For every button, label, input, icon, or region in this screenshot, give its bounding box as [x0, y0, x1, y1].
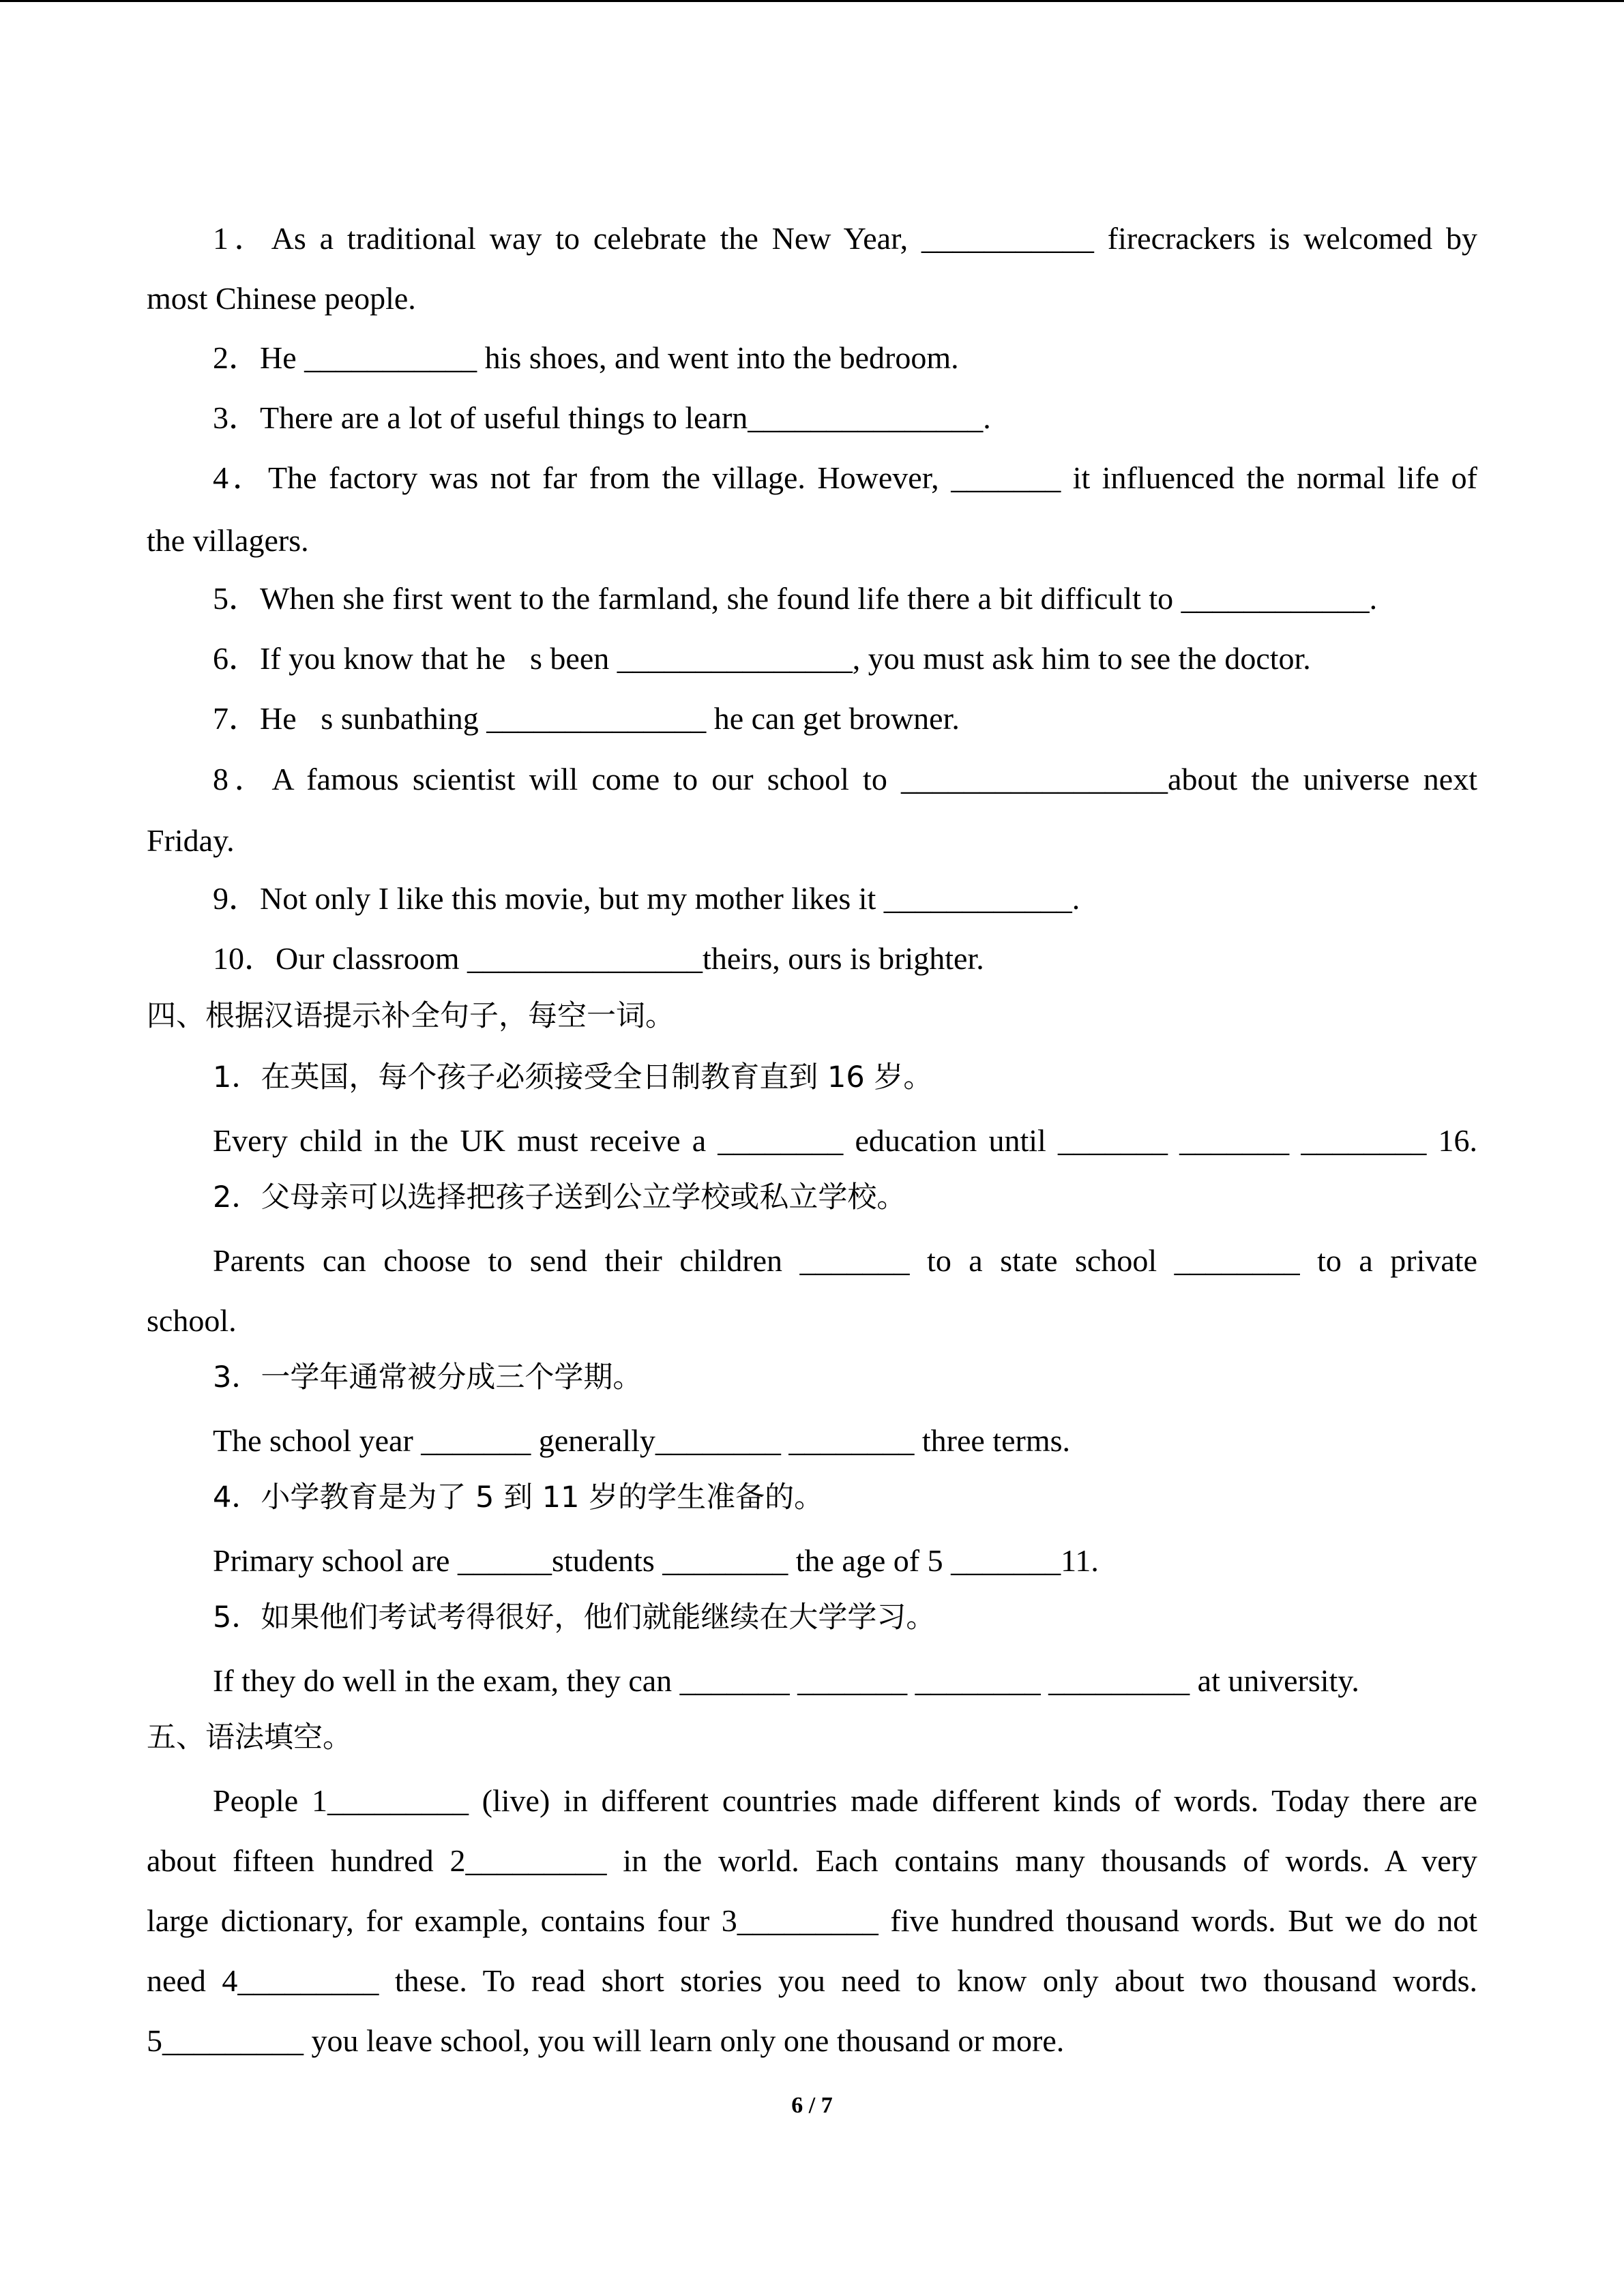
- s4-item-1-chinese: 1．在英国，每个孩子必须接受全日制教育直到 16 岁。: [213, 1060, 933, 1094]
- question-1-line-1: 1．As a traditional way to celebrate the New Year, ___________ firecrackers is welcomed by: [213, 221, 1477, 256]
- s4-item-4-english: Primary school are ______students ________ the age of 5 _______11.: [213, 1543, 1099, 1578]
- s4-item-1-english: Every child in the UK must receive a ________ education until _______ _______ ________ 16.: [213, 1123, 1477, 1158]
- question-6: 6．If you know that he￿s been _______________, you must ask him to see the doctor.: [213, 641, 1311, 676]
- question-3: 3．There are a lot of useful things to learn_______________.: [213, 400, 991, 435]
- question-4-line-1: 4．The factory was not far from the village. However, _______ it influenced the normal life of: [213, 460, 1477, 495]
- question-8-line-2: Friday.: [147, 823, 235, 858]
- question-7: 7．He￿s sunbathing ______________ he can get browner.: [213, 701, 960, 736]
- s4-item-4-chinese: 4．小学教育是为了 5 到 11 岁的学生准备的。: [213, 1480, 824, 1515]
- cloze-line-2: about fifteen hundred 2_________ in the world. Each contains many thousands of words. A very: [147, 1843, 1477, 1878]
- s4-item-5-chinese: 5．如果他们考试考得很好，他们就能继续在大学学习。: [213, 1600, 936, 1635]
- s4-item-2-english-line-1: Parents can choose to send their children _______ to a state school ________ to a private: [213, 1243, 1477, 1278]
- cloze-line-4: need 4_________ these. To read short stories you need to know only about two thousand words.: [147, 1963, 1477, 1998]
- page-number: 6 / 7: [791, 2093, 833, 2118]
- s4-item-2-english-line-2: school.: [147, 1303, 237, 1338]
- cloze-line-5: 5_________ you leave school, you will learn only one thousand or more.: [147, 2023, 1065, 2058]
- question-8-line-1: 8．A famous scientist will come to our school to _________________about the universe next: [213, 762, 1477, 796]
- s4-item-3-chinese: 3．一学年通常被分成三个学期。: [213, 1360, 643, 1395]
- question-1-line-2: most Chinese people.: [147, 281, 416, 316]
- s4-item-5-english: If they do well in the exam, they can _______ _______ ________ _________ at university.: [213, 1663, 1359, 1698]
- question-10: 10．Our classroom _______________theirs, ours is brighter.: [213, 941, 984, 976]
- question-9: 9．Not only I like this movie, but my mother likes it ____________.: [213, 881, 1080, 916]
- cloze-line-3: large dictionary, for example, contains four 3_________ five hundred thousand words. But we do not: [147, 1903, 1477, 1938]
- s4-item-2-chinese: 2．父母亲可以选择把孩子送到公立学校或私立学校。: [213, 1180, 906, 1214]
- section-5-heading: 五、语法填空。: [147, 1720, 352, 1755]
- section-4-heading: 四、根据汉语提示补全句子，每空一词。: [147, 999, 675, 1033]
- question-2: 2．He ___________ his shoes, and went into the bedroom.: [213, 340, 959, 375]
- question-5: 5．When she first went to the farmland, she found life there a bit difficult to ____________.: [213, 581, 1378, 616]
- s4-item-3-english: The school year _______ generally________ ________ three terms.: [213, 1423, 1071, 1458]
- cloze-line-1: People 1_________ (live) in different countries made different kinds of words. Today there are: [213, 1783, 1477, 1818]
- question-4-line-2: the villagers.: [147, 523, 309, 558]
